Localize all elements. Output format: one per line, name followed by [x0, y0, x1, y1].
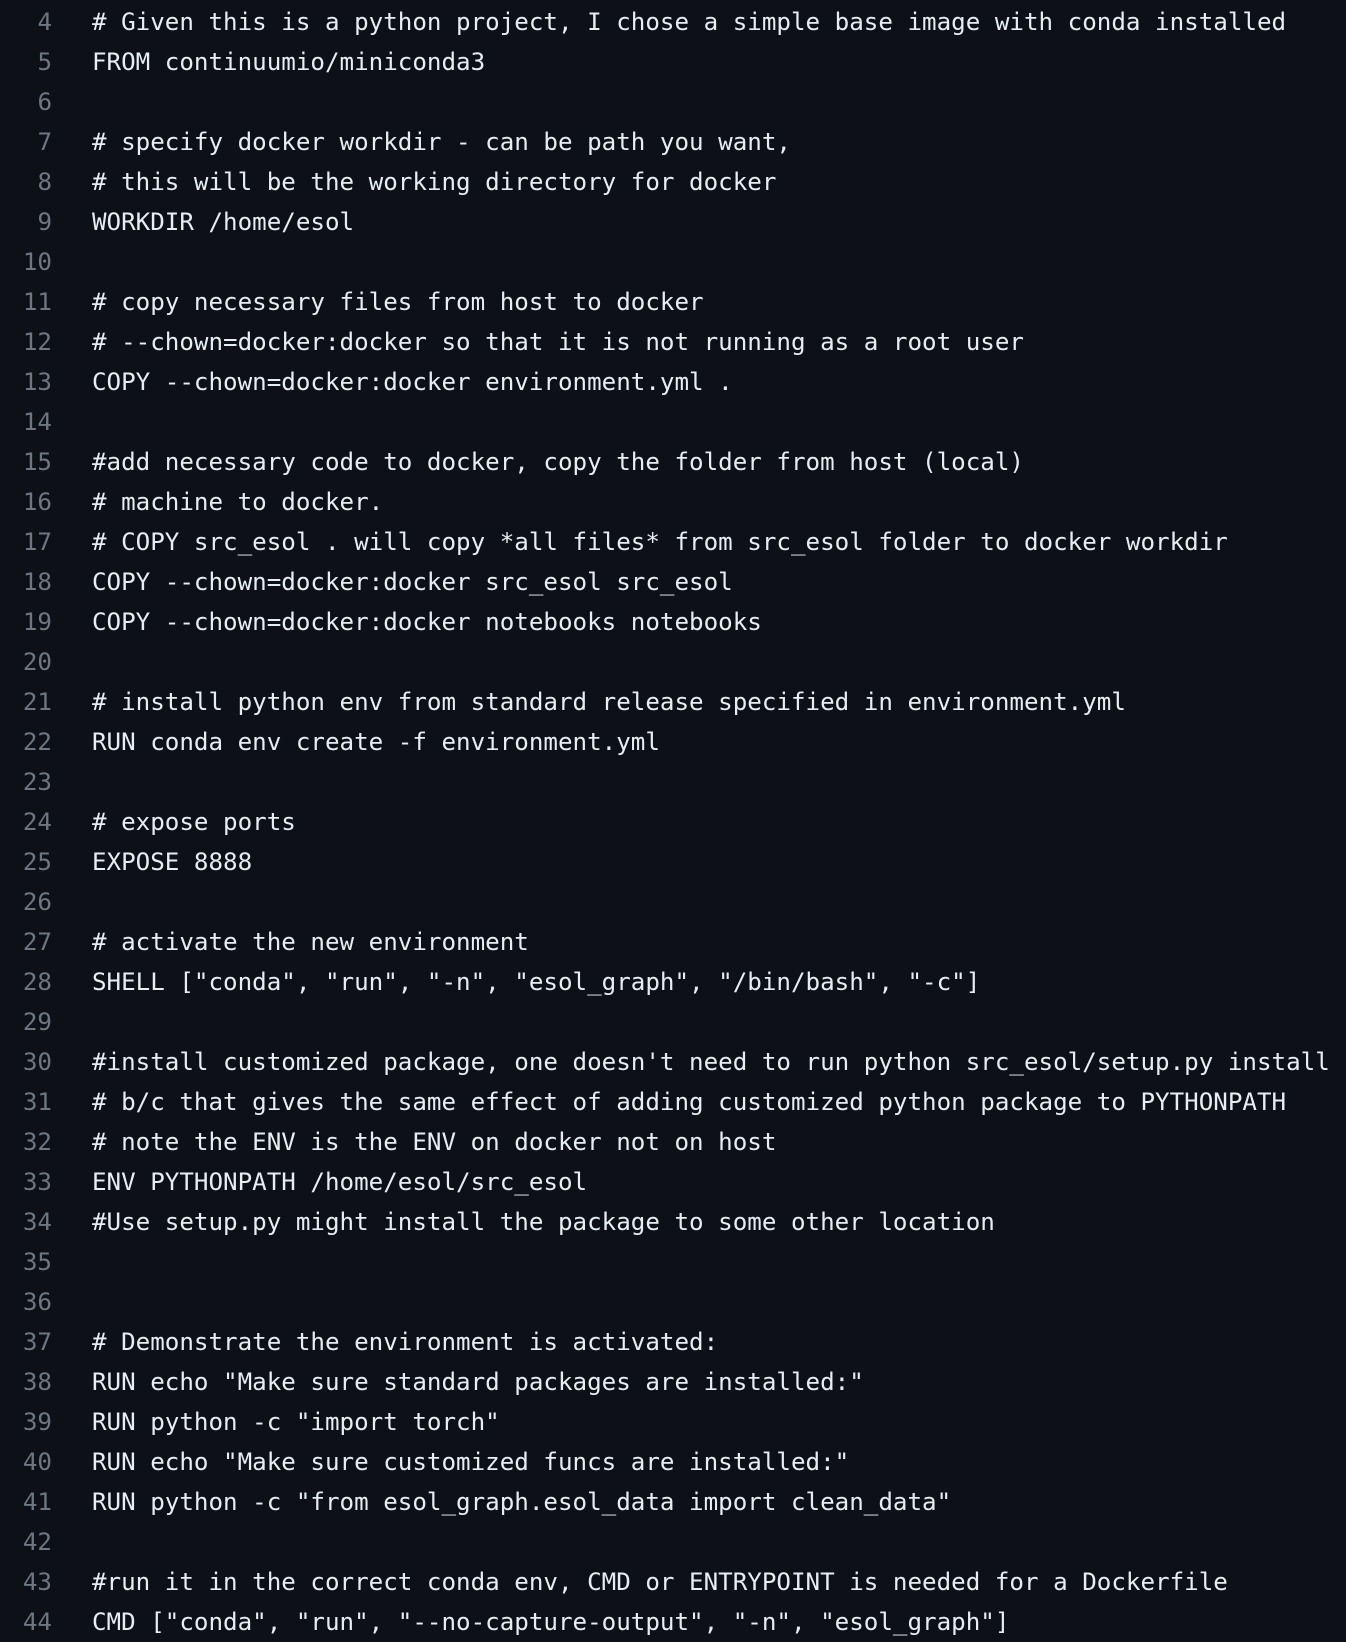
line-number: 42	[22, 1528, 52, 1556]
code-line	[0, 682, 1346, 722]
code-line	[0, 322, 1346, 362]
code-line	[0, 602, 1346, 642]
line-number: 32	[22, 1128, 52, 1156]
code-line	[0, 42, 1346, 82]
code-line	[0, 842, 1346, 882]
code-line	[0, 202, 1346, 242]
code-text[interactable]: # Demonstrate the environment is activated:	[92, 1328, 719, 1356]
code-line	[0, 802, 1346, 842]
line-number: 24	[22, 808, 52, 836]
code-line	[0, 1202, 1346, 1242]
code-line	[0, 962, 1346, 1002]
code-text[interactable]: ENV PYTHONPATH /home/esol/src_esol	[92, 1168, 588, 1196]
line-number: 16	[22, 488, 52, 516]
code-text[interactable]: RUN echo "Make sure customized funcs are installed:"	[92, 1448, 850, 1476]
code-text[interactable]: COPY --chown=docker:docker notebooks notebooks	[92, 608, 762, 636]
line-number: 9	[37, 208, 52, 236]
line-number: 19	[22, 608, 52, 636]
code-text[interactable]: COPY --chown=docker:docker environment.yml .	[92, 368, 733, 396]
code-line	[0, 1402, 1346, 1442]
line-number: 12	[22, 328, 52, 356]
code-text[interactable]: #add necessary code to docker, copy the folder from host (local)	[92, 448, 1024, 476]
code-text[interactable]: FROM continuumio/miniconda3	[92, 48, 486, 76]
line-number: 33	[22, 1168, 52, 1196]
code-line	[0, 1362, 1346, 1402]
code-line	[0, 1282, 1346, 1322]
code-line	[0, 402, 1346, 442]
line-number: 41	[22, 1488, 52, 1516]
code-text[interactable]: # this will be the working directory for docker	[92, 168, 777, 196]
line-number: 28	[22, 968, 52, 996]
code-text[interactable]: RUN echo "Make sure standard packages are installed:"	[92, 1368, 864, 1396]
code-line	[0, 282, 1346, 322]
code-text[interactable]: # machine to docker.	[92, 488, 384, 516]
line-number: 29	[22, 1008, 52, 1036]
code-line	[0, 1002, 1346, 1042]
line-number: 36	[22, 1288, 52, 1316]
code-text[interactable]: # install python env from standard release specified in environment.yml	[92, 688, 1126, 716]
line-number: 17	[22, 528, 52, 556]
code-text[interactable]: RUN python -c "import torch"	[92, 1408, 500, 1436]
line-number: 35	[22, 1248, 52, 1276]
code-view[interactable]	[0, 2, 1346, 1642]
code-text[interactable]: CMD ["conda", "run", "--no-capture-output", "-n", "esol_graph"]	[92, 1608, 1010, 1636]
line-number: 38	[22, 1368, 52, 1396]
code-text[interactable]: COPY --chown=docker:docker src_esol src_esol	[92, 568, 733, 596]
line-number: 44	[22, 1608, 52, 1636]
line-number: 30	[22, 1048, 52, 1076]
code-text[interactable]: #Use setup.py might install the package to some other location	[92, 1208, 995, 1236]
line-number: 27	[22, 928, 52, 956]
line-number: 10	[22, 248, 52, 276]
code-line	[0, 522, 1346, 562]
code-line	[0, 1162, 1346, 1202]
code-text[interactable]: # COPY src_esol . will copy *all files* from src_esol folder to docker workdir	[92, 528, 1228, 556]
line-number: 37	[22, 1328, 52, 1356]
code-text[interactable]: WORKDIR /home/esol	[92, 208, 355, 236]
code-text[interactable]: # activate the new environment	[92, 928, 529, 956]
line-number: 6	[37, 88, 52, 116]
code-text[interactable]: # note the ENV is the ENV on docker not on host	[92, 1128, 777, 1156]
code-text[interactable]: # b/c that gives the same effect of adding customized python package to PYTHONPATH	[92, 1088, 1287, 1116]
code-line	[0, 562, 1346, 602]
code-text[interactable]: RUN python -c "from esol_graph.esol_data import clean_data"	[92, 1488, 952, 1516]
line-number: 23	[22, 768, 52, 796]
line-number: 7	[37, 128, 52, 156]
code-line	[0, 1482, 1346, 1522]
line-number: 13	[22, 368, 52, 396]
code-line	[0, 362, 1346, 402]
code-line	[0, 2, 1346, 42]
code-line	[0, 1322, 1346, 1362]
line-number: 18	[22, 568, 52, 596]
line-number: 34	[22, 1208, 52, 1236]
line-number: 15	[22, 448, 52, 476]
code-text[interactable]: EXPOSE 8888	[92, 848, 253, 876]
code-line	[0, 722, 1346, 762]
code-line	[0, 482, 1346, 522]
line-number: 11	[22, 288, 52, 316]
code-line	[0, 1082, 1346, 1122]
line-number: 43	[22, 1568, 52, 1596]
line-number: 26	[22, 888, 52, 916]
line-number: 20	[22, 648, 52, 676]
code-line	[0, 242, 1346, 282]
line-number: 8	[37, 168, 52, 196]
code-text[interactable]: #install customized package, one doesn't need to run python src_esol/setup.py install	[92, 1048, 1330, 1076]
code-line	[0, 882, 1346, 922]
code-line	[0, 82, 1346, 122]
code-text[interactable]: SHELL ["conda", "run", "-n", "esol_graph", "/bin/bash", "-c"]	[92, 968, 981, 996]
line-number: 4	[37, 8, 52, 36]
code-text[interactable]: # --chown=docker:docker so that it is not running as a root user	[92, 328, 1024, 356]
code-line	[0, 442, 1346, 482]
code-line	[0, 162, 1346, 202]
line-number: 14	[22, 408, 52, 436]
line-number: 39	[22, 1408, 52, 1436]
line-number: 5	[37, 48, 52, 76]
code-text[interactable]: # specify docker workdir - can be path you want,	[92, 128, 791, 156]
code-line	[0, 1522, 1346, 1562]
code-line	[0, 1242, 1346, 1282]
code-text[interactable]: # expose ports	[92, 808, 296, 836]
code-line	[0, 1042, 1346, 1082]
code-line	[0, 122, 1346, 162]
code-line	[0, 1442, 1346, 1482]
line-number: 31	[22, 1088, 52, 1116]
code-text[interactable]: #run it in the correct conda env, CMD or ENTRYPOINT is needed for a Dockerfile	[92, 1568, 1228, 1596]
line-number: 40	[22, 1448, 52, 1476]
code-text[interactable]: # Given this is a python project, I chose a simple base image with conda installed	[92, 8, 1287, 36]
code-line	[0, 762, 1346, 802]
line-number: 22	[22, 728, 52, 756]
code-line	[0, 1602, 1346, 1642]
line-number: 21	[22, 688, 52, 716]
code-text[interactable]: RUN conda env create -f environment.yml	[92, 728, 660, 756]
code-line	[0, 922, 1346, 962]
code-line	[0, 642, 1346, 682]
code-line	[0, 1122, 1346, 1162]
code-line	[0, 1562, 1346, 1602]
line-number: 25	[22, 848, 52, 876]
code-text[interactable]: # copy necessary files from host to docker	[92, 288, 704, 316]
